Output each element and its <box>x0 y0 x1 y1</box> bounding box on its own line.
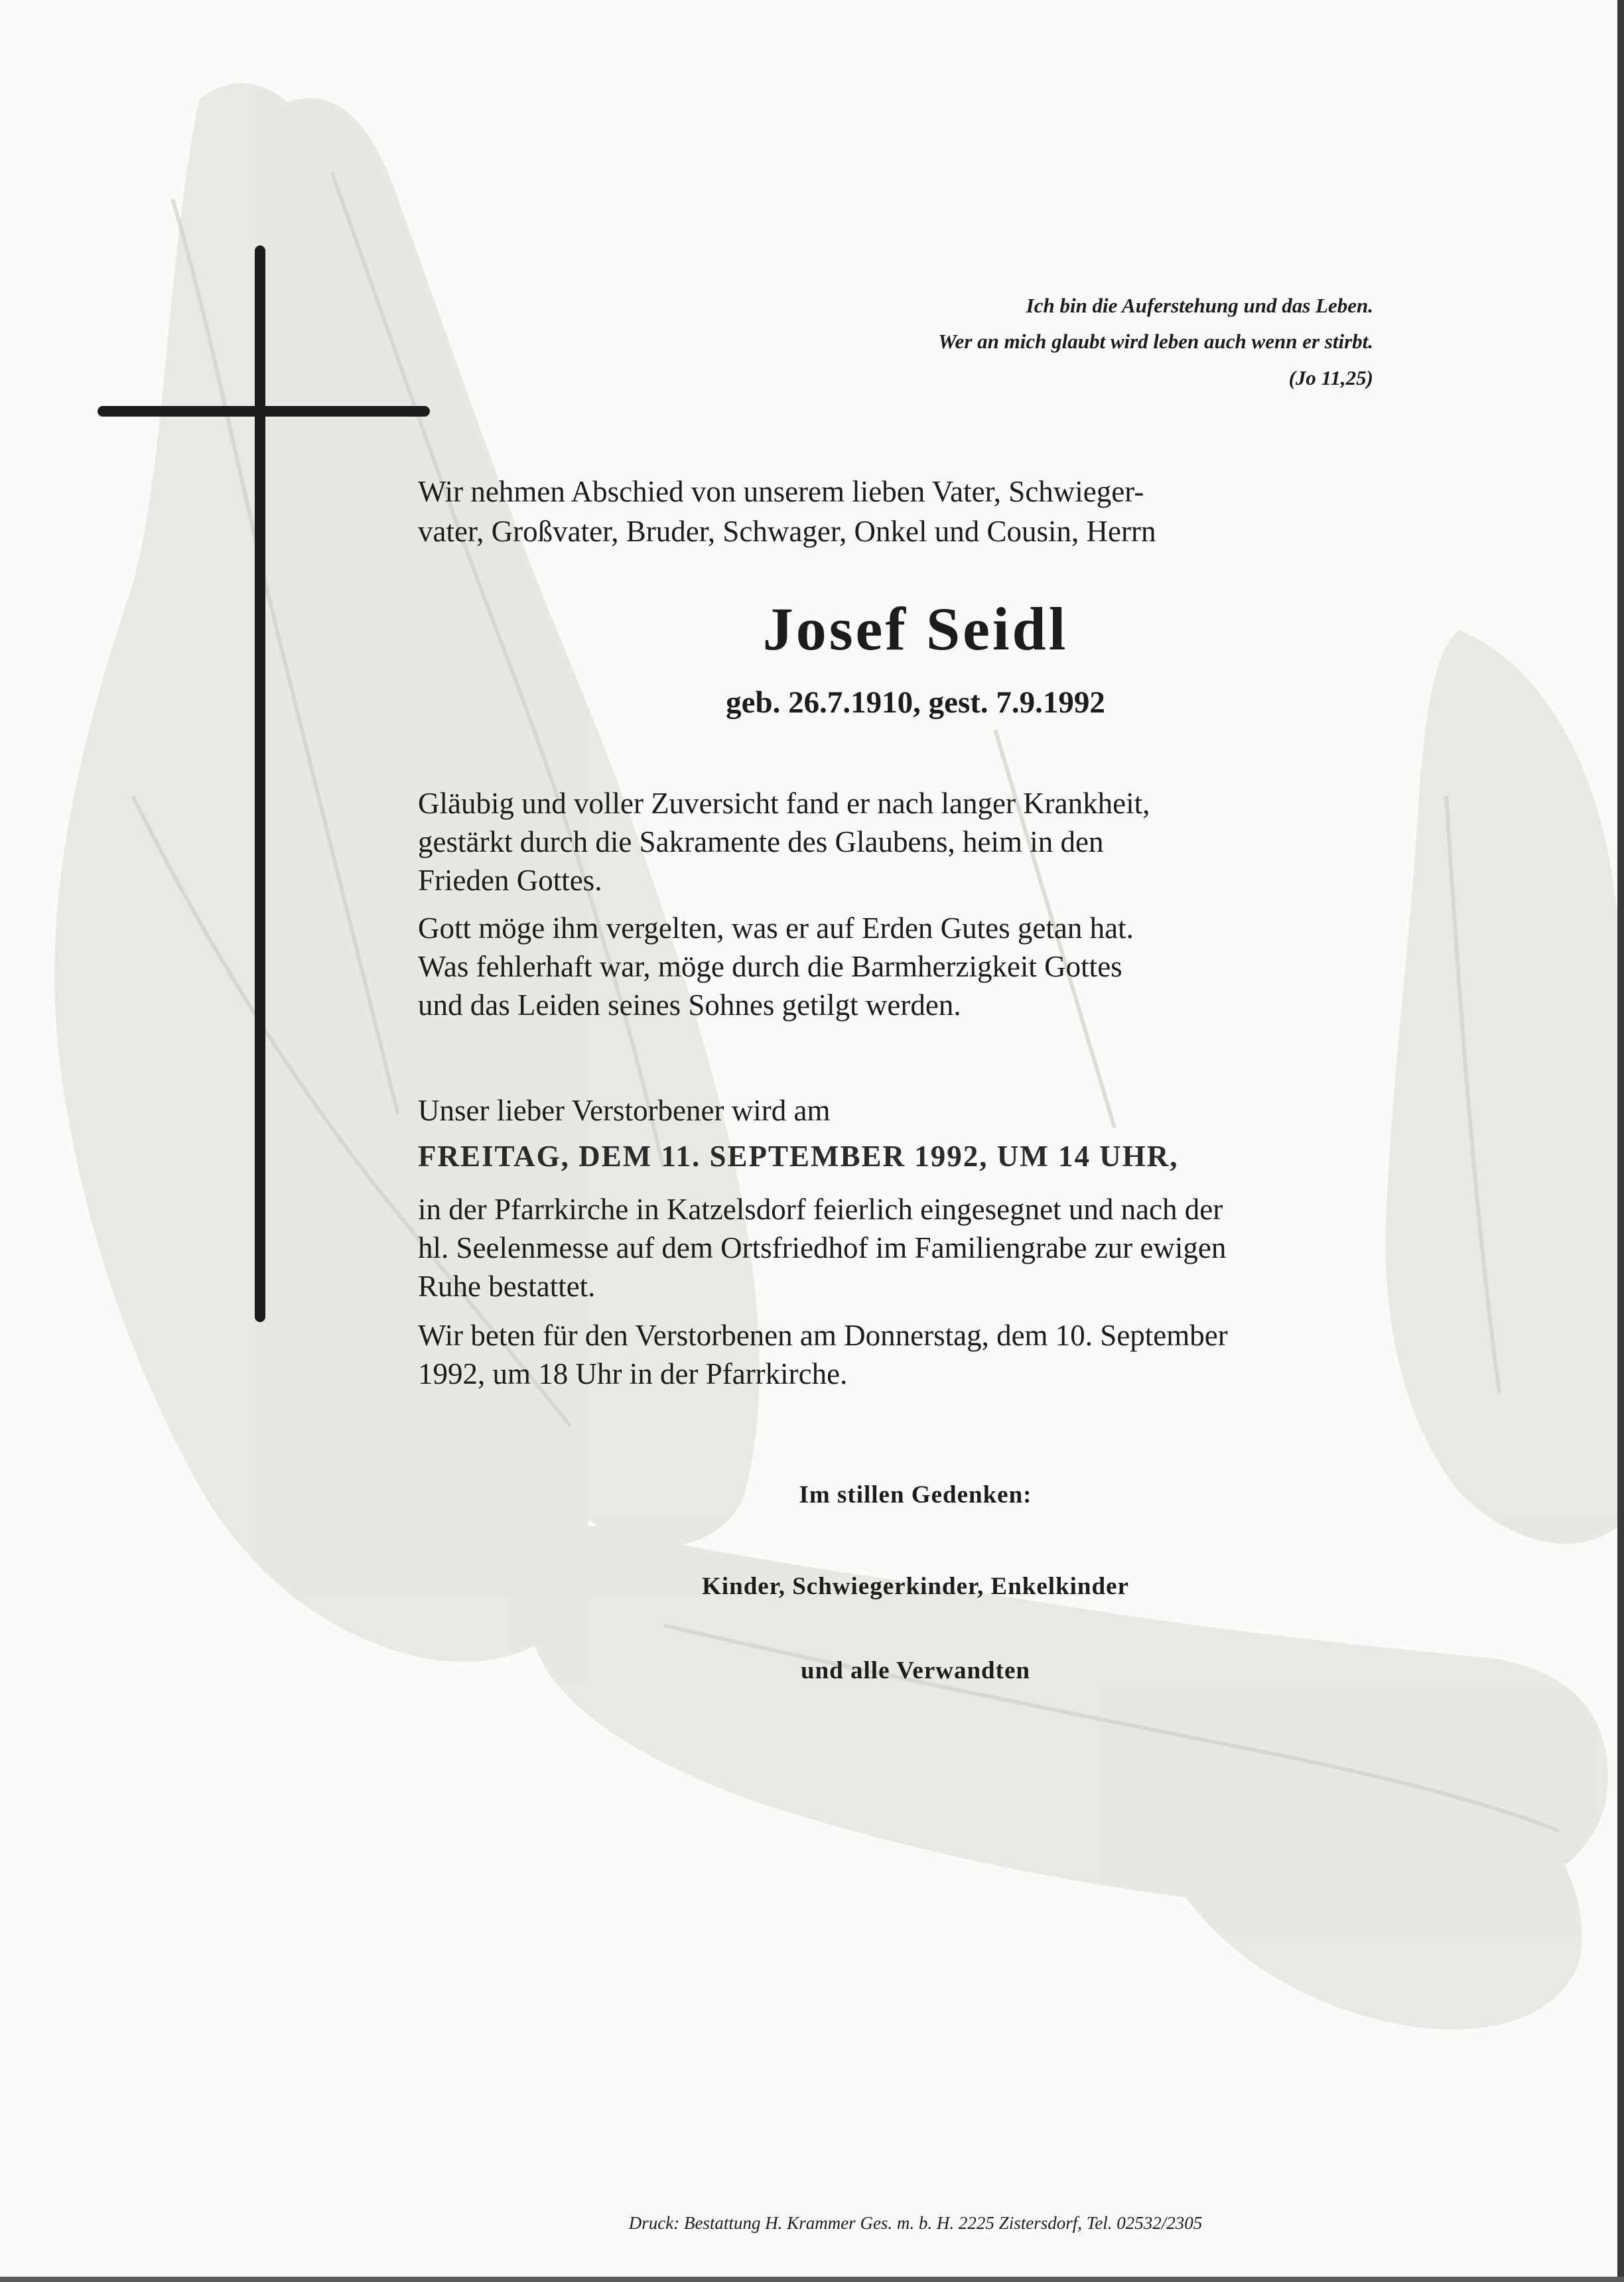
funeral-date-line: FREITAG, DEM 11. SEPTEMBER 1992, UM 14 UHR, <box>418 1140 1179 1173</box>
prayer-line-1: Gott möge ihm vergelten, was er auf Erden Gutes getan hat. <box>418 911 1134 945</box>
paper-edge-bottom <box>0 2277 1624 2282</box>
prayer-line-2: Was fehlerhaft war, möge durch die Barmherzigkeit Gottes <box>418 950 1122 983</box>
printer-footer: Druck: Bestattung H. Krammer Ges. m. b. H. 2225 Zistersdorf, Tel. 02532/2305 <box>628 2213 1203 2233</box>
bible-quote-line-2: Wer an mich glaubt wird leben auch wenn er stirbt. <box>938 330 1373 353</box>
vigil-line-2: 1992, um 18 Uhr in der Pfarrkirche. <box>418 1357 848 1390</box>
mourners-line-1: Kinder, Schwiegerkinder, Enkelkinder <box>702 1573 1129 1600</box>
bible-quote-reference: (Jo 11,25) <box>1288 366 1373 389</box>
funeral-line-1: Unser lieber Verstorbener wird am <box>418 1094 831 1127</box>
faith-line-2: gestärkt durch die Sakramente des Glaubens, heim in den <box>418 825 1104 858</box>
paper-edge-right <box>1617 0 1624 2282</box>
faith-line-3: Frieden Gottes. <box>418 864 602 897</box>
vigil-line-1: Wir beten für den Verstorbenen am Donnerstag, dem 10. September <box>418 1319 1228 1352</box>
bible-quote-line-1: Ich bin die Auferstehung und das Leben. <box>1026 294 1373 317</box>
funeral-line-4: hl. Seelenmesse auf dem Ortsfriedhof im Familiengrabe zur ewigen <box>418 1231 1227 1264</box>
mourners-line-2: und alle Verwandten <box>801 1657 1030 1684</box>
intro-line-1: Wir nehmen Abschied von unserem lieben Vater, Schwieger- <box>418 475 1144 508</box>
mourners-heading: Im stillen Gedenken: <box>799 1481 1032 1509</box>
deceased-name: Josef Seidl <box>762 595 1069 663</box>
intro-line-2: vater, Großvater, Bruder, Schwager, Onkel und Cousin, Herrn <box>418 515 1156 548</box>
prayer-line-3: und das Leiden seines Sohnes getilgt werden. <box>418 988 961 1022</box>
faith-line-1: Gläubig und voller Zuversicht fand er nach langer Krankheit, <box>418 787 1150 820</box>
deceased-dates: geb. 26.7.1910, gest. 7.9.1992 <box>726 685 1105 720</box>
funeral-line-3: in der Pfarrkirche in Katzelsdorf feierlich eingesegnet und nach der <box>418 1193 1223 1226</box>
funeral-line-5: Ruhe bestattet. <box>418 1270 596 1303</box>
